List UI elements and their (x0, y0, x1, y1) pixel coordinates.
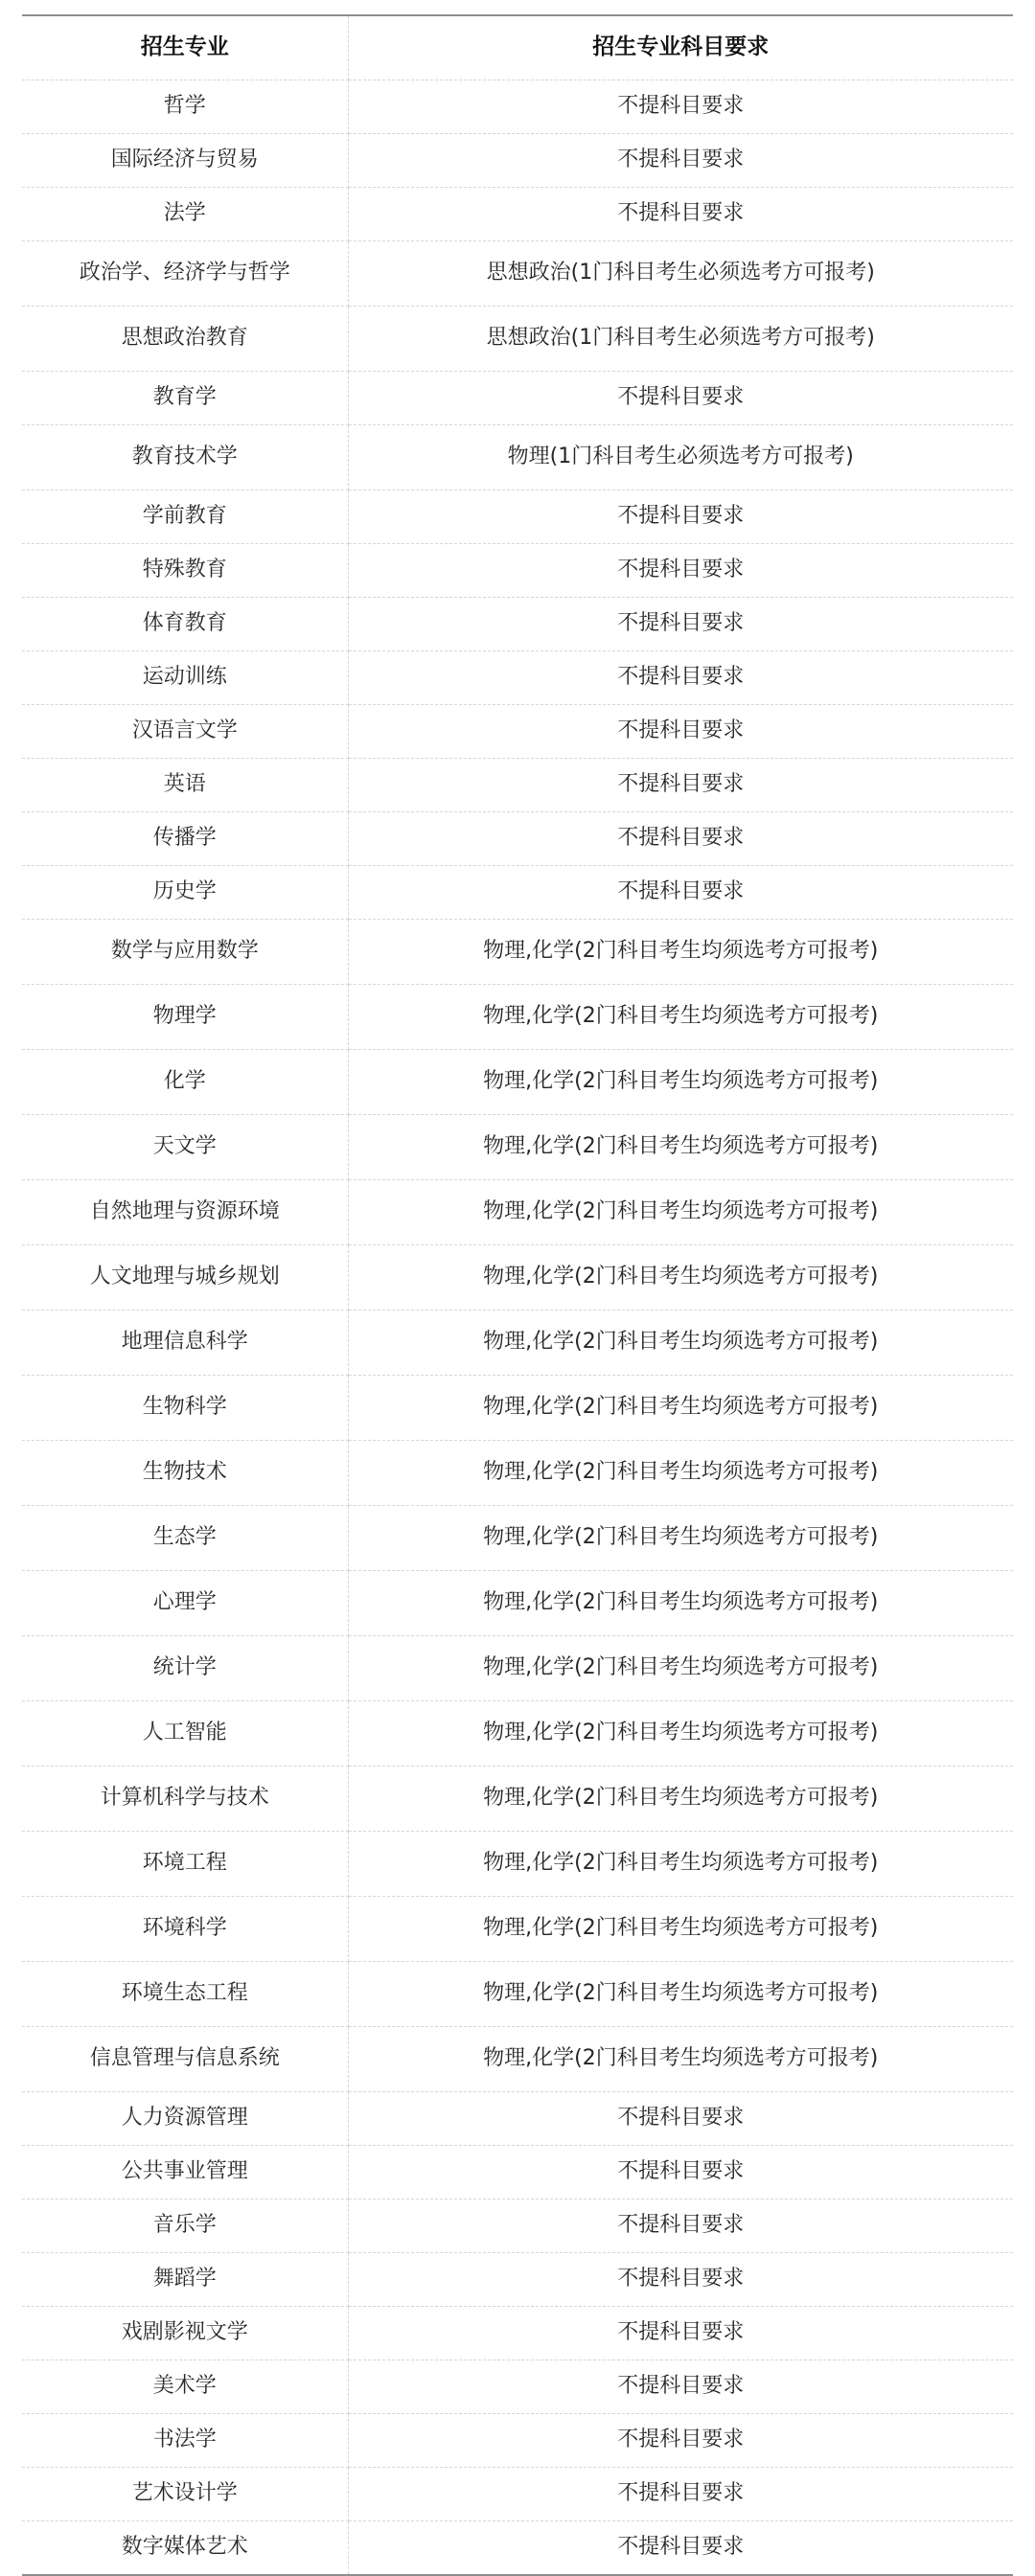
table-row (22, 920, 1013, 985)
major-cell: 数学与应用数学 (22, 920, 348, 985)
table-row (22, 2360, 1013, 2414)
table-row (22, 425, 1013, 490)
table-row (22, 1571, 1013, 1636)
requirement-cell: 不提科目要求 (348, 134, 1013, 188)
major-cell: 政治学、经济学与哲学 (22, 241, 348, 307)
requirement-cell: 不提科目要求 (348, 651, 1013, 705)
table-row (22, 1701, 1013, 1767)
table-row (22, 1311, 1013, 1376)
major-cell: 英语 (22, 759, 348, 812)
table-row (22, 1767, 1013, 1832)
major-cell: 教育学 (22, 372, 348, 425)
major-cell: 信息管理与信息系统 (22, 2027, 348, 2092)
major-cell: 教育技术学 (22, 425, 348, 490)
major-cell: 艺术设计学 (22, 2468, 348, 2521)
major-cell: 地理信息科学 (22, 1311, 348, 1376)
table-row (22, 1897, 1013, 1962)
table-row (22, 759, 1013, 812)
requirement-cell: 物理,化学(2门科目考生均须选考方可报考) (348, 1701, 1013, 1767)
major-cell: 物理学 (22, 985, 348, 1050)
table-row (22, 985, 1013, 1050)
table-row (22, 80, 1013, 134)
table-row (22, 1441, 1013, 1506)
table-row (22, 1050, 1013, 1115)
requirement-cell: 不提科目要求 (348, 705, 1013, 759)
major-cell: 美术学 (22, 2360, 348, 2414)
requirement-cell: 不提科目要求 (348, 2200, 1013, 2253)
table-row (22, 2414, 1013, 2468)
requirement-cell: 物理,化学(2门科目考生均须选考方可报考) (348, 1245, 1013, 1311)
table-row (22, 812, 1013, 866)
admission-requirements-table (22, 14, 1013, 2576)
major-cell: 汉语言文学 (22, 705, 348, 759)
major-cell: 体育教育 (22, 598, 348, 651)
requirement-cell: 物理,化学(2门科目考生均须选考方可报考) (348, 1636, 1013, 1701)
major-cell: 戏剧影视文学 (22, 2307, 348, 2360)
major-cell: 计算机科学与技术 (22, 1767, 348, 1832)
major-cell: 运动训练 (22, 651, 348, 705)
major-cell: 统计学 (22, 1636, 348, 1701)
table-row (22, 2253, 1013, 2307)
table-row (22, 1506, 1013, 1571)
table-row (22, 1636, 1013, 1701)
table-row (22, 490, 1013, 544)
major-cell: 思想政治教育 (22, 307, 348, 372)
major-cell: 环境生态工程 (22, 1962, 348, 2027)
table-row (22, 2521, 1013, 2576)
major-cell: 历史学 (22, 866, 348, 920)
requirement-cell: 不提科目要求 (348, 2414, 1013, 2468)
major-cell: 心理学 (22, 1571, 348, 1636)
major-cell: 数字媒体艺术 (22, 2521, 348, 2576)
admission-table-container (22, 14, 1013, 2576)
requirement-cell: 物理,化学(2门科目考生均须选考方可报考) (348, 1050, 1013, 1115)
table-row (22, 866, 1013, 920)
major-cell: 人力资源管理 (22, 2092, 348, 2146)
header-major: 招生专业 (22, 15, 348, 80)
requirement-cell: 不提科目要求 (617, 2535, 745, 2560)
requirement-cell: 物理,化学(2门科目考生均须选考方可报考) (348, 920, 1013, 985)
requirement-cell: 不提科目要求 (348, 372, 1013, 425)
requirement-cell: 不提科目要求 (348, 2092, 1013, 2146)
table-row (22, 1376, 1013, 1441)
requirement-cell: 物理,化学(2门科目考生均须选考方可报考) (348, 985, 1013, 1050)
table-row (22, 705, 1013, 759)
header-row (22, 15, 1013, 80)
table-row (22, 2146, 1013, 2200)
major-cell: 生物科学 (22, 1376, 348, 1441)
requirement-cell: 不提科目要求 (348, 80, 1013, 134)
requirement-cell: 物理,化学(2门科目考生均须选考方可报考) (348, 1962, 1013, 2027)
requirement-cell: 物理(1门科目考生必须选考方可报考) (348, 425, 1013, 490)
major-cell: 法学 (22, 188, 348, 241)
table-row (22, 2307, 1013, 2360)
table-row (22, 1180, 1013, 1245)
requirement-cell: 物理,化学(2门科目考生均须选考方可报考) (348, 2027, 1013, 2092)
table-row (22, 2468, 1013, 2521)
major-cell: 音乐学 (22, 2200, 348, 2253)
requirement-cell: 物理,化学(2门科目考生均须选考方可报考) (348, 1767, 1013, 1832)
table-row (22, 1962, 1013, 2027)
table-header (22, 15, 1013, 80)
table-row (22, 2200, 1013, 2253)
major-cell: 舞蹈学 (22, 2253, 348, 2307)
requirement-cell: 物理,化学(2门科目考生均须选考方可报考) (348, 1897, 1013, 1962)
requirement-cell: 思想政治(1门科目考生必须选考方可报考) (348, 241, 1013, 307)
table-row (22, 1245, 1013, 1311)
table-row (22, 1115, 1013, 1180)
requirement-cell: 不提科目要求 (348, 812, 1013, 866)
table-body (22, 80, 1013, 2576)
requirement-cell: 不提科目要求 (348, 2146, 1013, 2200)
requirement-cell: 不提科目要求 (348, 2307, 1013, 2360)
table-row (22, 544, 1013, 598)
requirement-cell: 物理,化学(2门科目考生均须选考方可报考) (348, 1180, 1013, 1245)
requirement-cell: 不提科目要求 (348, 544, 1013, 598)
requirement-cell: 物理,化学(2门科目考生均须选考方可报考) (348, 1832, 1013, 1897)
table-row (22, 307, 1013, 372)
requirement-cell: 不提科目要求 (348, 759, 1013, 812)
table-row (22, 2027, 1013, 2092)
requirement-cell: 不提科目要求 (348, 2360, 1013, 2414)
requirement-cell: 物理,化学(2门科目考生均须选考方可报考) (348, 1571, 1013, 1636)
table-row (22, 372, 1013, 425)
table-row (22, 598, 1013, 651)
header-requirement: 招生专业科目要求 (348, 15, 1013, 80)
requirement-cell: 思想政治(1门科目考生必须选考方可报考) (348, 307, 1013, 372)
major-cell: 生态学 (22, 1506, 348, 1571)
major-cell: 学前教育 (22, 490, 348, 544)
major-cell: 生物技术 (22, 1441, 348, 1506)
major-cell: 环境科学 (22, 1897, 348, 1962)
major-cell: 传播学 (22, 812, 348, 866)
major-cell: 自然地理与资源环境 (22, 1180, 348, 1245)
major-cell: 环境工程 (22, 1832, 348, 1897)
major-cell: 哲学 (22, 80, 348, 134)
major-cell: 书法学 (22, 2414, 348, 2468)
major-cell: 国际经济与贸易 (22, 134, 348, 188)
major-cell: 特殊教育 (22, 544, 348, 598)
table-row (22, 188, 1013, 241)
requirement-cell: 不提科目要求 (348, 490, 1013, 544)
table-row (22, 651, 1013, 705)
requirement-cell: 不提科目要求 (348, 866, 1013, 920)
requirement-cell: 物理,化学(2门科目考生均须选考方可报考) (348, 1115, 1013, 1180)
major-cell: 公共事业管理 (22, 2146, 348, 2200)
requirement-cell: 物理,化学(2门科目考生均须选考方可报考) (348, 1376, 1013, 1441)
requirement-cell: 不提科目要求 (348, 2468, 1013, 2521)
table-row (22, 2092, 1013, 2146)
table-row (22, 1832, 1013, 1897)
requirement-cell: 物理,化学(2门科目考生均须选考方可报考) (348, 1506, 1013, 1571)
requirement-cell: 物理,化学(2门科目考生均须选考方可报考) (348, 1311, 1013, 1376)
major-cell: 人工智能 (22, 1701, 348, 1767)
major-cell: 人文地理与城乡规划 (22, 1245, 348, 1311)
requirement-cell: 不提科目要求 (348, 188, 1013, 241)
table-row (22, 241, 1013, 307)
requirement-cell: 不提科目要求 (348, 598, 1013, 651)
table-row (22, 134, 1013, 188)
requirement-cell: 不提科目要求 (348, 2253, 1013, 2307)
major-cell: 化学 (22, 1050, 348, 1115)
major-cell: 天文学 (22, 1115, 348, 1180)
requirement-cell: 物理,化学(2门科目考生均须选考方可报考) (348, 1441, 1013, 1506)
